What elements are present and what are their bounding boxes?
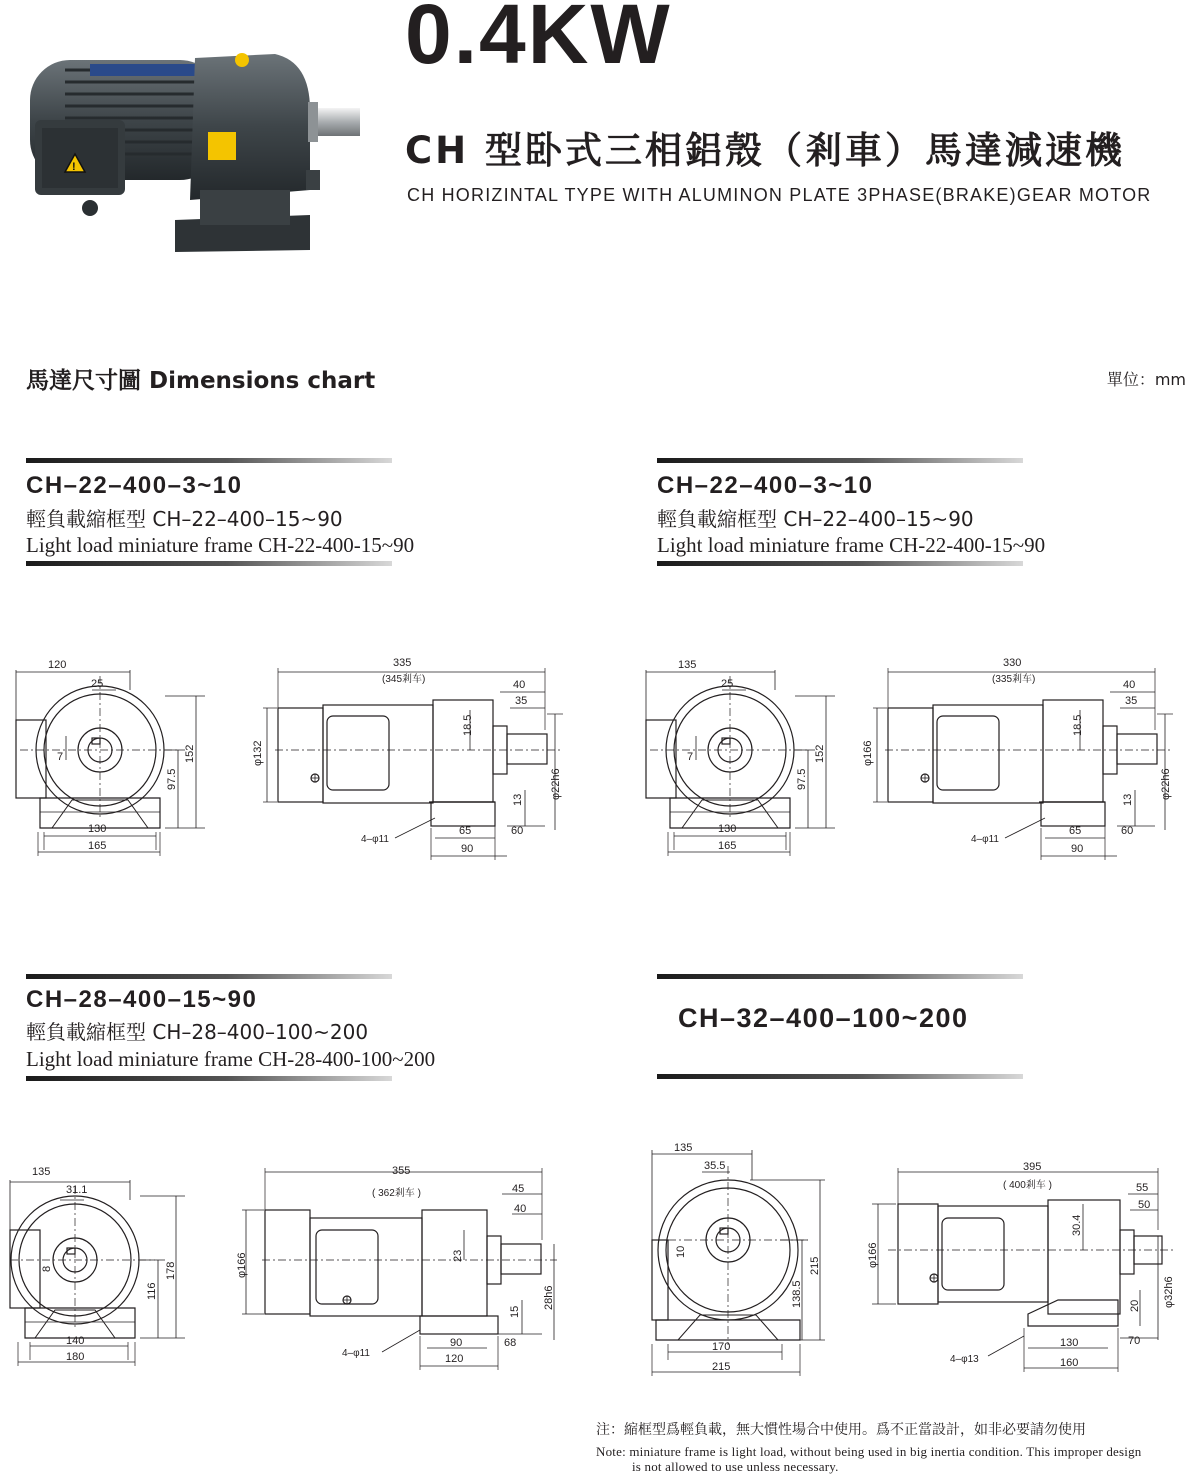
dim-side-foot-1: 65: [1069, 825, 1082, 837]
dim-side-offset: 30.4: [1071, 1214, 1083, 1236]
dim-front-center-height: 97.5: [166, 768, 178, 790]
power-rating: 0.4KW: [405, 0, 672, 81]
side-view-drawing: [855, 650, 1185, 860]
dim-front-key: 25: [721, 678, 734, 690]
dim-front-center-height: 116: [146, 1282, 158, 1300]
dim-front-key: 31.1: [66, 1184, 88, 1196]
dim-side-shaft-length: 40: [1123, 679, 1136, 691]
dim-front-total-height: 215: [809, 1256, 821, 1275]
block-subtitle-cn: 輕負載縮框型 CH–28–400–100~200: [26, 1020, 369, 1044]
dim-front-base-2: 165: [88, 840, 107, 852]
front-view-drawing: [630, 650, 845, 860]
dim-side-offset: 23: [452, 1249, 464, 1262]
front-view-drawing: [0, 650, 215, 860]
dim-side-length: 335: [393, 657, 412, 669]
dim-side-foot-3: 160: [1060, 1357, 1079, 1369]
dim-side-key-length: 40: [514, 1203, 527, 1215]
dim-side-foot-height: 13: [1122, 793, 1134, 806]
gear-motor-photo: [10, 40, 360, 255]
dim-side-key-length: 35: [515, 695, 528, 707]
dim-side-foot-1: 130: [1060, 1337, 1079, 1349]
dim-side-offset: 18.5: [462, 714, 474, 736]
dim-side-foot-2: 68: [504, 1337, 517, 1349]
dim-front-base-1: 130: [88, 823, 107, 835]
dim-side-shaft-dia: φ32h6: [1163, 1276, 1175, 1308]
dim-side-length-brake: ( 400剎车 ): [1003, 1180, 1052, 1191]
unit-label: 單位：mm: [1106, 370, 1186, 389]
dim-side-shaft-length: 55: [1136, 1182, 1149, 1194]
dim-front-key: 35.5: [704, 1160, 726, 1172]
product-title-cn: CH 型卧式三相鋁殼（剎車）馬達減速機: [405, 129, 1125, 172]
dim-side-foot-height: 15: [509, 1305, 521, 1318]
dim-front-keyway: 10: [675, 1245, 687, 1258]
dim-side-length-brake: (335剎车): [992, 674, 1036, 685]
dim-front-base-2: 215: [712, 1361, 731, 1373]
block-subtitle-cn: 輕負載縮框型 CH–22–400–15~90: [657, 507, 974, 531]
dim-side-shaft-dia: 28h6: [543, 1285, 555, 1310]
side-view-drawing: [245, 650, 575, 860]
block-bar-bottom: [657, 561, 1023, 566]
product-title-en: CH HORIZINTAL TYPE WITH ALUMINON PLATE 3PHASE(BRAKE)GEAR MOTOR: [407, 185, 1152, 205]
dim-side-shaft-length: 40: [513, 679, 526, 691]
block-bar-bottom: [26, 561, 392, 566]
dim-front-base-2: 165: [718, 840, 737, 852]
front-view-drawing: [640, 1140, 860, 1380]
dim-front-base-2: 180: [66, 1351, 85, 1363]
block-model: CH–32–400–100~200: [678, 1003, 969, 1033]
dim-side-foot-height: 20: [1129, 1299, 1141, 1312]
dimensions-chart-title: 馬達尺寸圖 Dimensions chart: [26, 368, 376, 394]
dim-side-foot-height: 13: [512, 793, 524, 806]
dim-side-shaft-length: 45: [512, 1183, 525, 1195]
block-subtitle-en: Light load miniature frame CH-22-400-15~90: [26, 533, 415, 557]
dim-side-length: 355: [392, 1165, 411, 1177]
svg-text:!: !: [72, 161, 76, 173]
block-model: CH–22–400–3~10: [657, 472, 874, 499]
dim-side-key-length: 50: [1138, 1199, 1151, 1211]
dim-side-offset: 18.5: [1072, 714, 1084, 736]
dim-side-motor-dia: φ166: [236, 1252, 248, 1278]
dim-side-motor-dia: φ166: [862, 740, 874, 766]
dim-side-key-length: 35: [1125, 695, 1138, 707]
block-bar-top: [26, 974, 392, 979]
dim-side-foot-3: 120: [445, 1353, 464, 1365]
note-chinese: 注：縮框型爲輕負載，無大慣性場合中使用。爲不正當設計，如非必要請勿使用: [596, 1422, 1086, 1438]
dim-front-base-1: 170: [712, 1341, 731, 1353]
dim-front-width: 135: [674, 1142, 693, 1154]
block-subtitle-en: Light load miniature frame CH-22-400-15~90: [657, 533, 1046, 557]
dim-front-key: 25: [91, 678, 104, 690]
dim-side-shaft-dia: φ22h6: [1160, 768, 1172, 800]
dim-front-center-height: 138.5: [791, 1280, 803, 1308]
dim-front-total-height: 178: [165, 1261, 177, 1280]
dim-side-shaft-dia: φ22h6: [550, 768, 562, 800]
dim-side-length-brake: ( 362剎车 ): [372, 1188, 421, 1199]
dim-side-motor-dia: φ166: [867, 1242, 879, 1268]
dim-front-base-1: 130: [718, 823, 737, 835]
block-bar-top: [657, 974, 1023, 979]
dim-front-width: 135: [678, 659, 697, 671]
dim-side-motor-dia: φ132: [252, 740, 264, 766]
dim-front-width: 120: [48, 659, 67, 671]
dim-front-width: 135: [32, 1166, 51, 1178]
dim-front-total-height: 152: [184, 744, 196, 763]
dim-side-holes: 4–φ11: [342, 1348, 370, 1359]
block-model: CH–28–400–15~90: [26, 986, 258, 1013]
dim-side-foot-1: 65: [459, 825, 472, 837]
dim-front-keyway: 8: [41, 1265, 53, 1272]
dim-front-keyway: 7: [57, 751, 64, 763]
dim-front-center-height: 97.5: [796, 768, 808, 790]
dim-side-foot-2: 60: [511, 825, 524, 837]
block-subtitle-en: Light load miniature frame CH-28-400-100~200: [26, 1047, 436, 1071]
block-bar-top: [26, 458, 392, 463]
dim-side-foot-2: 60: [1121, 825, 1134, 837]
block-model: CH–22–400–3~10: [26, 472, 243, 499]
note-english-line-1: Note: miniature frame is light load, without being used in big inertia condition. This improper design: [596, 1444, 1142, 1459]
block-bar-bottom: [26, 1076, 392, 1081]
block-bar-top: [657, 458, 1023, 463]
dim-side-holes: 4–φ11: [971, 834, 999, 845]
dim-front-total-height: 152: [814, 744, 826, 763]
dim-side-foot-2: 70: [1128, 1335, 1141, 1347]
dim-front-keyway: 7: [687, 751, 694, 763]
note-english-line-2: is not allowed to use unless necessary.: [632, 1458, 839, 1474]
dim-side-foot-1: 90: [450, 1337, 463, 1349]
dim-side-foot-3: 90: [461, 843, 474, 855]
front-view-drawing: [0, 1160, 215, 1370]
dim-side-length-brake: (345剎车): [382, 674, 426, 685]
dim-side-holes: 4–φ13: [950, 1354, 979, 1365]
side-view-drawing: [232, 1160, 562, 1370]
block-bar-bottom: [657, 1074, 1023, 1079]
dim-side-length: 330: [1003, 657, 1022, 669]
dim-side-holes: 4–φ11: [361, 834, 389, 845]
dim-side-length: 395: [1023, 1161, 1042, 1173]
block-subtitle-cn: 輕負載縮框型 CH–22–400–15~90: [26, 507, 343, 531]
note-english: [596, 1445, 1141, 1475]
dim-front-base-1: 140: [66, 1335, 85, 1347]
dim-side-foot-3: 90: [1071, 843, 1084, 855]
side-view-drawing: [858, 1150, 1188, 1375]
